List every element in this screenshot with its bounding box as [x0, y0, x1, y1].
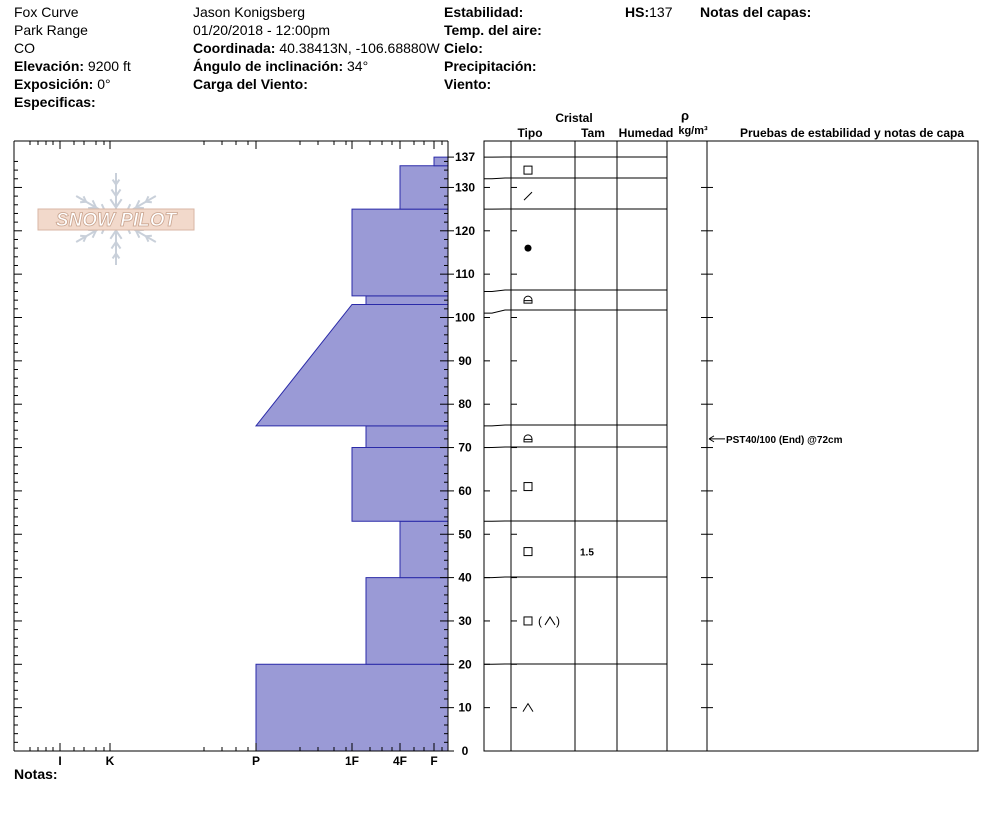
faceted-icon — [524, 166, 532, 174]
hardness-tick-label: F — [430, 754, 438, 768]
hardness-layer-bar — [366, 578, 448, 665]
height-tick-label: 0 — [461, 744, 469, 758]
height-tick-label: 20 — [458, 657, 472, 672]
depth-hoar-icon — [523, 704, 533, 712]
height-tick-label: 80 — [458, 397, 472, 412]
snow-pilot-logo-text: SNOW PILOT — [55, 210, 177, 231]
layer-connector — [484, 425, 511, 426]
hardness-layer-bar — [366, 296, 448, 305]
snow-height-value: 137 — [649, 4, 673, 20]
layer-connector — [484, 310, 511, 313]
elevation-value: 9200 ft — [87, 58, 131, 74]
height-tick-label: 100 — [454, 310, 476, 325]
snow-height-label: HS: — [625, 4, 650, 20]
stability-tests — [709, 435, 843, 446]
moisture-column-header: Humedad — [618, 126, 674, 140]
stability-test-arrow — [709, 436, 725, 442]
faceted-icon — [524, 548, 532, 556]
hardness-layer-bar — [366, 426, 448, 448]
hardness-layer-bar — [256, 304, 448, 425]
sky-label: Cielo: — [444, 40, 483, 56]
elevation-label: Elevación: — [14, 58, 85, 74]
wind-loading-label: Carga del Viento: — [193, 76, 308, 92]
density-symbol: ρ — [680, 108, 690, 123]
coordinates-label: Coordinada: — [193, 40, 276, 56]
height-tick-label: 130 — [454, 180, 476, 195]
snowflake-branch — [136, 208, 144, 209]
decomposing-icon — [524, 192, 532, 200]
hardness-profile — [256, 157, 448, 751]
hardness-tick-label: I — [58, 754, 62, 768]
hardness-layer-bar — [256, 664, 448, 751]
height-tick-label: 30 — [458, 613, 472, 628]
rounding-faceted-icon — [524, 435, 532, 442]
range-name: Park Range — [14, 22, 88, 38]
height-tick-label: 50 — [458, 527, 472, 542]
stability-test-label: PST40/100 (End) @72cm — [726, 434, 843, 446]
hardness-tick-label: K — [105, 754, 115, 768]
type-column-header: Tipo — [517, 126, 543, 140]
wind-label: Viento: — [444, 76, 492, 92]
depth-hoar-icon — [545, 617, 555, 625]
faceted-icon — [524, 617, 532, 625]
height-tick-label: 70 — [458, 440, 472, 455]
aspect-label: Exposición: — [14, 76, 94, 92]
density-unit-header: kg/m³ — [678, 125, 708, 137]
height-tick-label: 10 — [458, 700, 472, 715]
height-tick-label: 110 — [455, 267, 475, 282]
slope-angle-value: 34° — [347, 58, 369, 74]
aspect-value: 0° — [97, 76, 111, 92]
observer-name: Jason Konigsberg — [193, 4, 306, 20]
snow-pilot-logo — [38, 173, 194, 265]
height-tick-label: 60 — [458, 483, 472, 498]
state-name: CO — [14, 40, 35, 56]
layer-table — [484, 141, 978, 751]
rounded-grain-icon — [525, 245, 532, 252]
stability-label: Estabilidad: — [444, 4, 524, 20]
layer-connectors — [484, 157, 511, 664]
tests-notes-column-header: Pruebas de estabilidad y notas de capa — [739, 126, 965, 140]
notes-label: Notas: — [14, 766, 58, 782]
hardness-layer-bar — [352, 209, 448, 296]
hardness-layer-bar — [400, 521, 448, 577]
height-tick-label: 90 — [458, 353, 472, 368]
height-tick-label: 40 — [458, 570, 472, 585]
layer-connector — [484, 290, 511, 291]
layer-notes-label: Notas del capas: — [700, 4, 812, 20]
observation-datetime: 01/20/2018 - 12:00pm — [193, 22, 330, 38]
slope-angle-label: Ángulo de inclinación: — [193, 58, 344, 74]
height-tick-label: 137 — [454, 150, 476, 165]
hardness-tick-label: 4F — [392, 754, 408, 768]
coordinates-value: 40.38413N, -106.68880W — [279, 40, 440, 56]
height-tick-label: 120 — [454, 223, 476, 238]
layer-connector — [484, 178, 511, 179]
snowflake-branch — [88, 208, 96, 209]
specifics-label: Especificas: — [14, 94, 96, 110]
hardness-tick-label: P — [251, 754, 261, 768]
crystal-size-value: 1.5 — [580, 547, 594, 559]
faceted-icon — [524, 483, 532, 491]
crystal-column-header: Cristal — [555, 111, 593, 125]
crystal-types — [523, 166, 594, 712]
air-temp-label: Temp. del aire: — [444, 22, 542, 38]
secondary-crystal-paren: ) — [556, 613, 560, 628]
secondary-crystal-paren: ( — [538, 613, 542, 628]
location-name: Fox Curve — [14, 4, 79, 20]
size-column-header: Tam — [581, 126, 605, 140]
rounding-faceted-icon — [524, 296, 532, 303]
hardness-layer-bar — [352, 448, 448, 522]
hardness-tick-label: 1F — [344, 754, 360, 768]
precipitation-label: Precipitación: — [444, 58, 537, 74]
